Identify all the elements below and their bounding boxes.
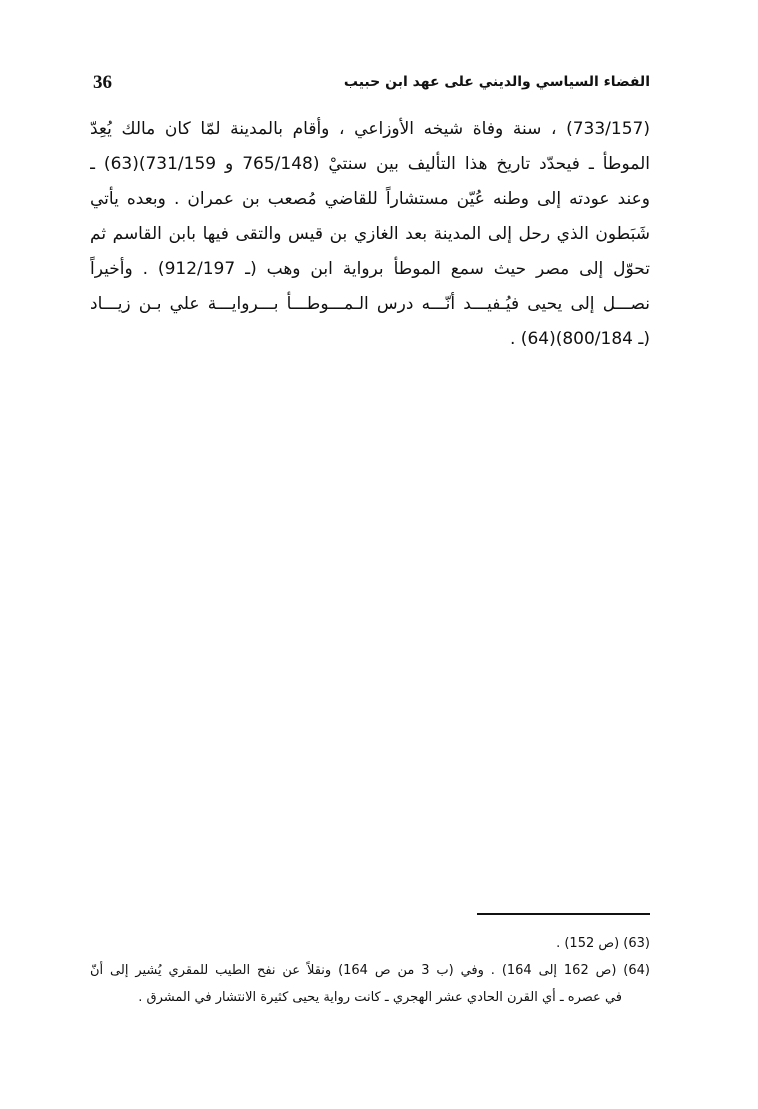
- body-line: (ـ 800/184)(64) .: [509, 329, 650, 349]
- running-head: الفضاء السياسي والديني على عهد ابن حبيب: [343, 74, 650, 90]
- footnote-64: (64) (ص 162 إلى 164) . وفي (ب 3 من ص 164) ونقلاً عن نفح الطيب للمقري يُشير إلى أنّ: [90, 963, 650, 978]
- body-line: نصـــل إلى يحيى فيُـفيـــد أنّـــه درس الـمـــوطـــأ بـــروايـــة علي بـن زيـــاد: [90, 294, 650, 314]
- body-line: الموطأ ـ فيحدّد تاريخ هذا التأليف بين سنتيْ (765/148 و 731/159)(63) ـ: [90, 154, 650, 174]
- footnote-63: (63) (ص 152) .: [556, 936, 650, 951]
- footnote-separator: [477, 913, 650, 915]
- page-number: 36: [93, 72, 112, 93]
- body-line: وعند عودته إلى وطنه عُيّن مستشاراً للقاضي مُصعب بن عمران . وبعده يأتي: [90, 189, 650, 209]
- body-line: تحوّل إلى مصر حيث سمع الموطأ برواية ابن وهب (ـ 912/197) . وأخيراً: [90, 259, 650, 279]
- footnote-64-continuation: في عصره ـ أي القرن الحادي عشر الهجري ـ كانت رواية يحيى كثيرة الانتشار في المشرق .: [138, 990, 622, 1005]
- body-text: [90, 112, 650, 357]
- footnotes: [90, 930, 650, 1011]
- body-line: شَبَطون الذي رحل إلى المدينة بعد الغازي بن قيس والتقى فيها بابن القاسم ثم: [90, 224, 650, 244]
- body-line: (733/157) ، سنة وفاة شيخه الأوزاعي ، وأقام بالمدينة لمّا كان مالك يُعِدّ: [90, 119, 650, 139]
